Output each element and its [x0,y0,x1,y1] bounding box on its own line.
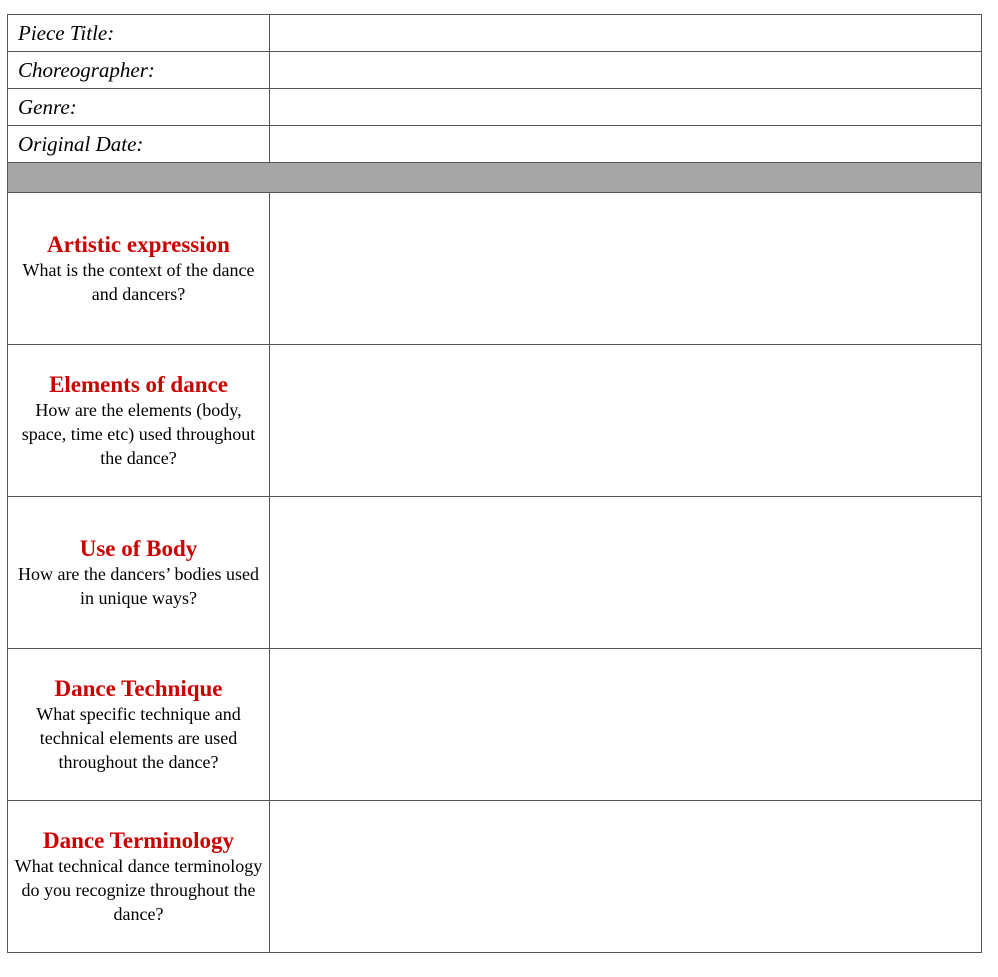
section-row-use-of-body [8,497,982,649]
genre-field[interactable] [270,89,982,126]
original-date-field[interactable] [270,126,982,163]
section-row-artistic-expression [8,193,982,345]
info-row-original-date [8,126,982,163]
choreographer-field[interactable] [270,52,982,89]
info-row-choreographer [8,52,982,89]
dance-analysis-worksheet [7,14,982,953]
dance-technique-prompt [8,649,270,801]
piece-title-field[interactable] [270,15,982,52]
dance-terminology-answer[interactable] [270,801,982,953]
elements-of-dance-answer[interactable] [270,345,982,497]
piece-title-label: Piece Title: [8,15,270,52]
section-title: Artistic expression [47,231,230,257]
section-question: What specific technique and technical elements are used throughout the dance? [36,703,241,772]
section-question: What technical dance terminology do you recognize throughout the dance? [14,855,263,924]
section-row-dance-technique [8,649,982,801]
section-title: Use of Body [79,535,198,561]
elements-of-dance-prompt [8,345,270,497]
artistic-expression-prompt [8,193,270,345]
genre-label: Genre: [8,89,270,126]
section-title: Dance Terminology [42,827,235,853]
section-question: How are the dancers’ bodies used in unique ways? [17,563,260,608]
artistic-expression-answer[interactable] [270,193,982,345]
section-divider [8,163,982,193]
use-of-body-prompt [8,497,270,649]
section-row-dance-terminology [8,801,982,953]
info-row-piece-title [8,15,982,52]
section-question: What is the context of the dance and dancers? [22,259,255,304]
choreographer-label: Choreographer: [8,52,270,89]
section-title: Dance Technique [54,675,223,701]
info-row-genre [8,89,982,126]
dance-technique-answer[interactable] [270,649,982,801]
section-row-elements-of-dance [8,345,982,497]
use-of-body-answer[interactable] [270,497,982,649]
divider-bar [8,163,982,193]
dance-terminology-prompt [8,801,270,953]
section-question: How are the elements (body, space, time etc) used throughout the dance? [21,399,256,468]
original-date-label: Original Date: [8,126,270,163]
section-title: Elements of dance [49,371,228,397]
